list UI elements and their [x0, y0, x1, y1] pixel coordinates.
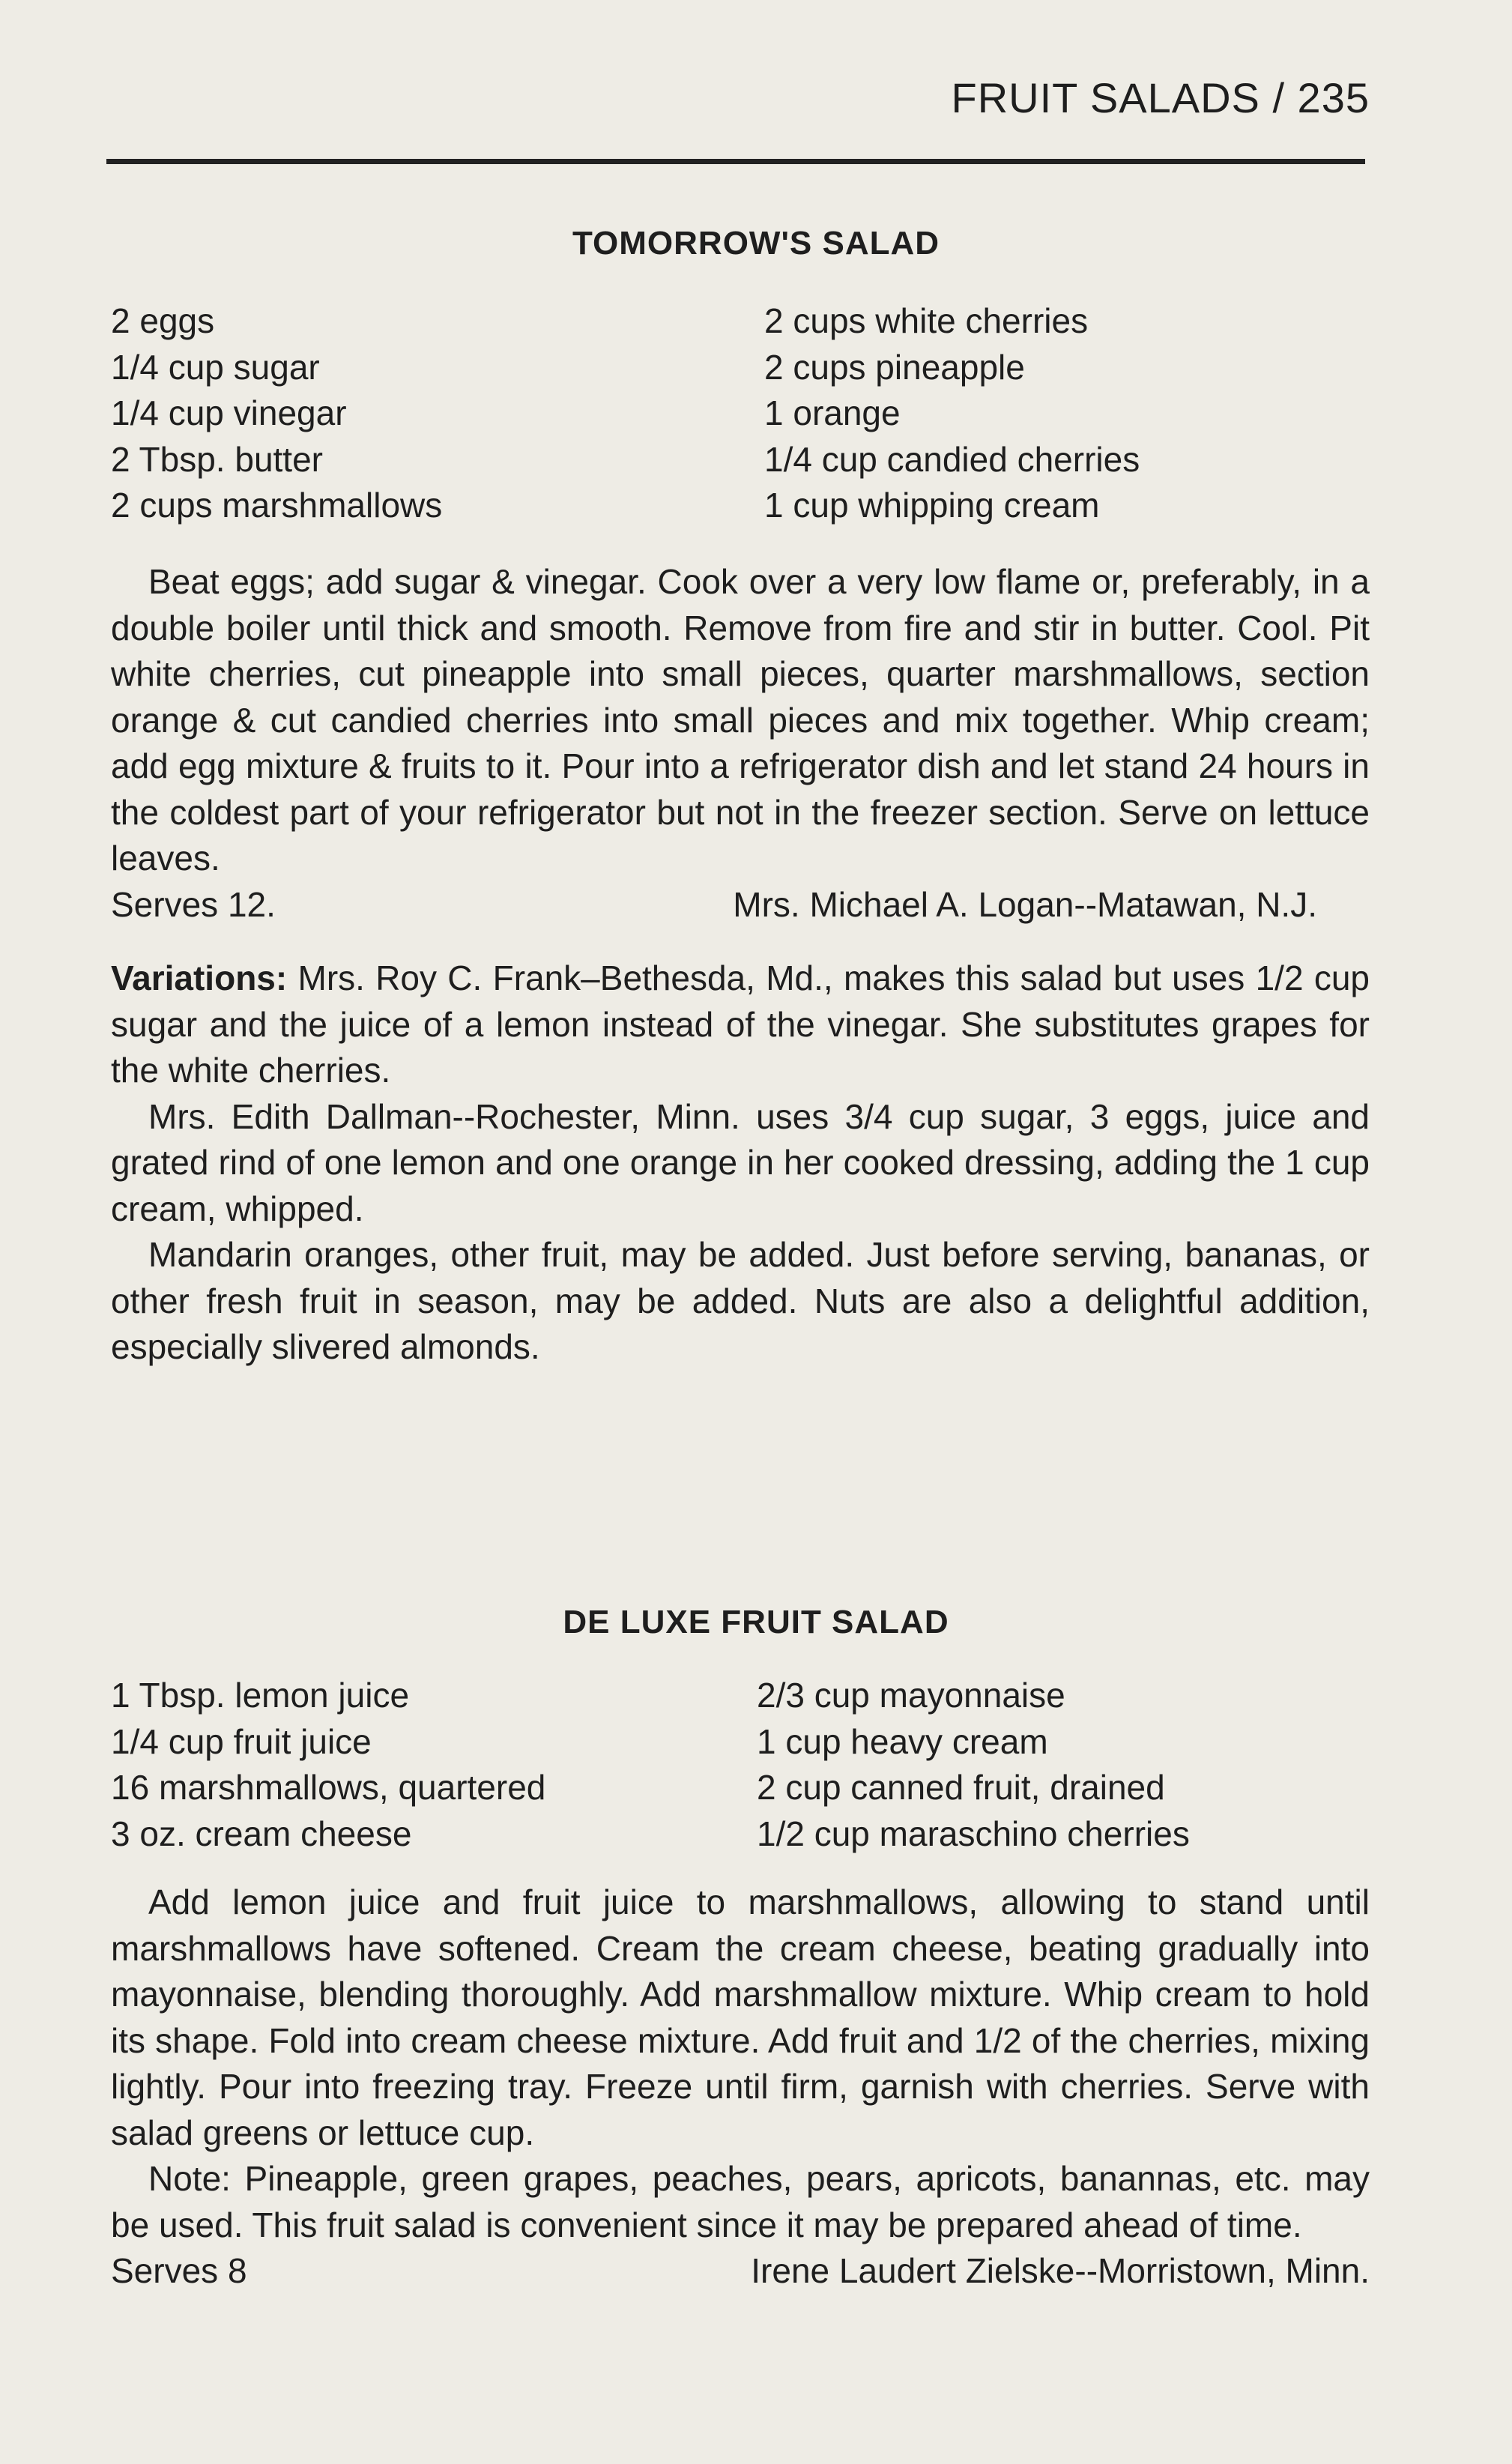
ingredients-right-column	[764, 298, 1140, 529]
variations-label: Variations:	[111, 958, 288, 997]
ingredients-left-column	[111, 298, 442, 529]
serves-line	[111, 882, 1370, 928]
recipe1-body	[111, 559, 1370, 928]
header-rule	[106, 159, 1365, 164]
recipe1-variations	[111, 955, 1370, 1371]
ingredient: 1 cup heavy cream	[757, 1721, 1048, 1761]
note-text: Note: Pineapple, green grapes, peaches, pears, apricots, banannas, etc. may be used. This fruit salad is convenient since it may be prepared ahead of time.	[111, 2159, 1370, 2244]
variation-1	[111, 955, 1370, 1094]
ingredient: 1 cup whipping cream	[764, 486, 1100, 525]
ingredient: 3 oz. cream cheese	[111, 1814, 412, 1853]
ingredient: 16 marshmallows, quartered	[111, 1768, 546, 1807]
serves-text: Serves 12.	[111, 884, 276, 924]
variations-text: Mrs. Roy C. Frank–Bethesda, Md., makes this salad but uses 1/2 cup sugar and the juice of a lemon instead of the vinegar. She substitutes grapes for the white cherries.	[111, 958, 1370, 1090]
recipe-title-tomorrows-salad: TOMORROW'S SALAD	[572, 225, 940, 262]
variation-3: Mandarin oranges, other fruit, may be added. Just before serving, bananas, or other fresh fruit in season, may be added. Nuts are also a delightful addition, especially slivered almonds.	[111, 1235, 1370, 1366]
contributor: Mrs. Michael A. Logan--Matawan, N.J.	[733, 884, 1317, 924]
ingredient: 2 eggs	[111, 301, 215, 340]
ingredient: 2/3 cup mayonnaise	[757, 1676, 1065, 1715]
ingredient: 1/4 cup fruit juice	[111, 1721, 372, 1761]
ingredient: 1/4 cup vinegar	[111, 393, 347, 432]
ingredient: 2 cup canned fruit, drained	[757, 1768, 1165, 1807]
variation-2: Mrs. Edith Dallman--Rochester, Minn. uses 3/4 cup sugar, 3 eggs, juice and grated rind of one lemon and one orange in her cooked dressing, adding the 1 cup cream, whipped.	[111, 1096, 1370, 1228]
method-text: Beat eggs; add sugar & vinegar. Cook over a very low flame or, preferably, in a double boiler until thick and smooth. Remove from fire and stir in butter. Cool. Pit white cherries, cut pineapple into small pieces, quarter marshmallows, section orange & cut candied cherries into small pieces and mix together. Whip cream; add egg mixture & fruits to it. Pour into a refrigerator dish and let stand 24 hours in the coldest part of your refrigerator but not in the freezer section. Serve on lettuce leaves.	[111, 562, 1370, 878]
serves-text: Serves 8	[111, 2251, 247, 2290]
ingredients-right-column	[757, 1673, 1190, 1857]
recipe2-body	[111, 1879, 1370, 2295]
ingredient: 2 Tbsp. butter	[111, 439, 323, 479]
ingredient: 1 orange	[764, 393, 901, 432]
serves-line	[111, 2248, 1370, 2295]
ingredient: 1/4 cup sugar	[111, 347, 320, 387]
ingredient: 1/4 cup candied cherries	[764, 439, 1140, 479]
ingredient: 2 cups pineapple	[764, 347, 1025, 387]
ingredient: 2 cups marshmallows	[111, 486, 443, 525]
running-head: FRUIT SALADS / 235	[951, 74, 1370, 121]
ingredient: 2 cups white cherries	[764, 301, 1089, 340]
ingredient: 1 Tbsp. lemon juice	[111, 1676, 410, 1715]
contributor: Irene Laudert Zielske--Morristown, Minn.	[751, 2251, 1370, 2290]
ingredient: 1/2 cup maraschino cherries	[757, 1814, 1190, 1853]
method-text: Add lemon juice and fruit juice to marshmallows, allowing to stand until marshmallows have softened. Cream the cream cheese, beating gradually into mayonnaise, blending thoroughly. Add marshmallow mixture. Whip cream to hold its shape. Fold into cream cheese mixture. Add fruit and 1/2 of the cherries, mixing lightly. Pour into freezing tray. Freeze until firm, garnish with cherries. Serve with salad greens or lettuce cup.	[111, 1882, 1370, 2152]
ingredients-left-column	[111, 1673, 545, 1857]
recipe-title-de-luxe-fruit-salad: DE LUXE FRUIT SALAD	[563, 1604, 949, 1640]
